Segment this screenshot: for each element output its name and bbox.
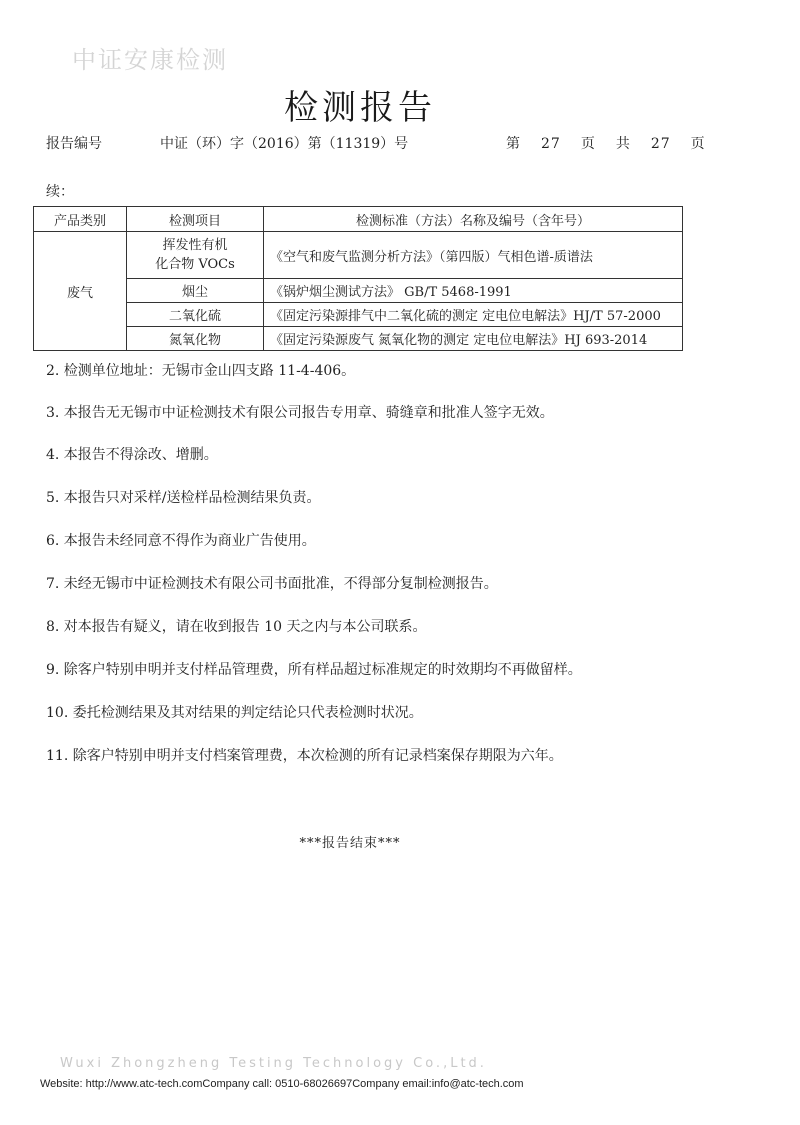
note-item: 8. 对本报告有疑义，请在收到报告 10 天之内与本公司联系。 <box>46 619 427 635</box>
note-item: 6. 本报告未经同意不得作为商业广告使用。 <box>46 533 316 549</box>
table-row <box>34 303 683 327</box>
category-cell: 废气 <box>34 232 127 351</box>
footer-faded-company: Wuxi Zhongzheng Testing Technology Co.,Ltd. <box>60 1056 487 1071</box>
page-di: 第 <box>506 136 521 152</box>
page-indicator <box>496 133 716 153</box>
watermark-text: 中证安康检测 <box>72 46 228 74</box>
note-item: 11. 除客户特别申明并支付档案管理费，本次检测的所有记录档案保存期限为六年。 <box>46 748 563 764</box>
note-item: 4. 本报告不得涂改、增删。 <box>46 447 218 463</box>
table-row <box>34 279 683 303</box>
method-cell: 《固定污染源排气中二氧化硫的测定 定电位电解法》HJ/T 57-2000 <box>264 303 683 327</box>
page-gong: 共 <box>615 136 631 152</box>
header-method: 检测标准（方法）名称及编号（含年号） <box>264 207 683 232</box>
method-cell: 《固定污染源废气 氮氧化物的测定 定电位电解法》HJ 693-2014 <box>264 327 683 351</box>
item-cell <box>127 232 264 279</box>
page-ye: 页 <box>580 136 596 152</box>
item-cell: 烟尘 <box>127 279 264 303</box>
method-cell: 《锅炉烟尘测试方法》 GB/T 5468-1991 <box>264 279 683 303</box>
note-item: 7. 未经无锡市中证检测技术有限公司书面批准，不得部分复制检测报告。 <box>46 576 498 592</box>
continued-label: 续： <box>46 184 74 200</box>
note-item: 3. 本报告无无锡市中证检测技术有限公司报告专用章、骑缝章和批准人签字无效。 <box>46 405 554 421</box>
page-total: 27 <box>650 136 671 152</box>
note-item: 2. 检测单位地址：无锡市金山四支路 11-4-406。 <box>46 363 356 379</box>
header-item: 检测项目 <box>127 207 264 232</box>
report-number: 中证（环）字（2016）第（11319）号 <box>160 136 409 152</box>
item-line-2: 化合物 VOCs <box>155 257 235 272</box>
note-item: 10. 委托检测结果及其对结果的判定结论只代表检测时状况。 <box>46 705 423 721</box>
table-row <box>34 327 683 351</box>
item-line-1: 挥发性有机 <box>162 238 228 253</box>
item-cell: 二氧化硫 <box>127 303 264 327</box>
footer-contact: Website: http://www.atc-tech.comCompany call: 0510-68026697Company email:info@atc-tech.com <box>40 1078 524 1090</box>
table-row <box>34 232 683 279</box>
report-end-marker: ***报告结束*** <box>299 836 401 851</box>
page-current: 27 <box>541 136 561 152</box>
report-title: 检测报告 <box>284 88 436 128</box>
page-ye2: 页 <box>690 136 706 152</box>
method-cell: 《空气和废气监测分析方法》（第四版）气相色谱-质谱法 <box>264 232 683 279</box>
note-item: 5. 本报告只对采样/送检样品检测结果负责。 <box>46 490 321 506</box>
standards-table <box>33 206 683 351</box>
report-number-label: 报告编号 <box>46 136 102 152</box>
header-category: 产品类别 <box>34 207 127 232</box>
item-cell: 氮氧化物 <box>127 327 264 351</box>
table-header-row <box>34 207 683 232</box>
note-item: 9. 除客户特别申明并支付样品管理费，所有样品超过标准规定的时效期均不再做留样。 <box>46 662 582 678</box>
